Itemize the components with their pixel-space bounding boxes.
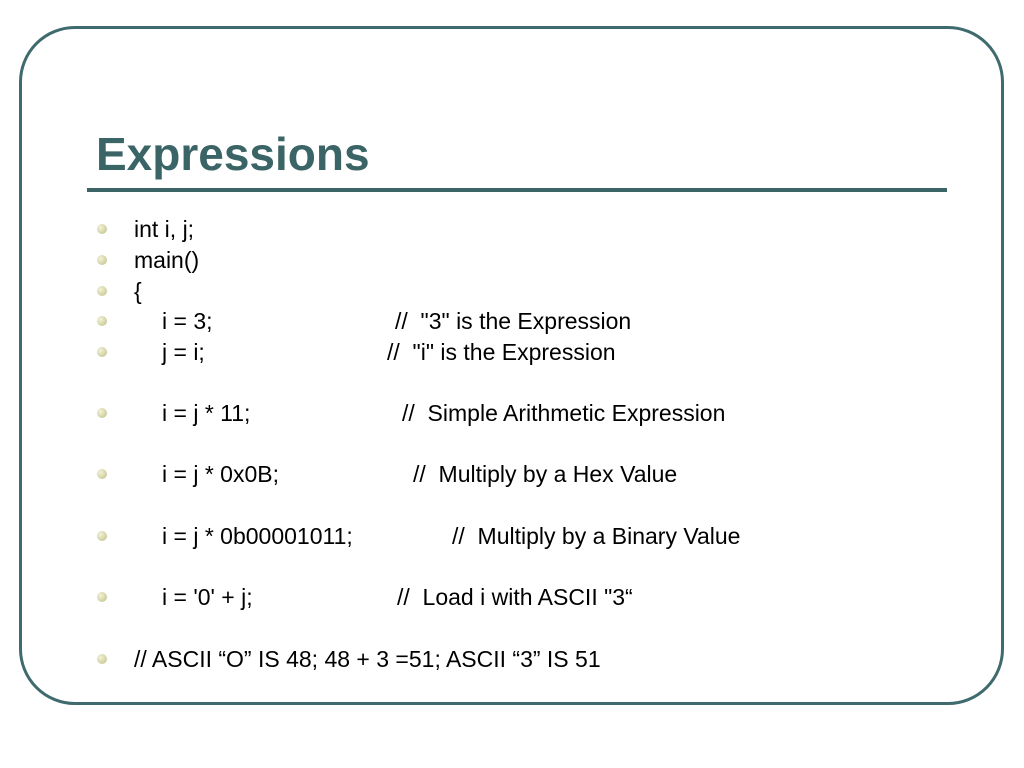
bullet-item [97, 306, 957, 336]
bullet-item [97, 398, 957, 428]
bullet-item [97, 459, 957, 489]
bullet-icon [97, 654, 107, 664]
code-text: i = 3; [162, 308, 213, 334]
bullet-item [97, 582, 957, 612]
code-text: int i, j; [134, 216, 195, 242]
code-text: main() [134, 247, 200, 273]
bullet-icon [97, 347, 107, 357]
comment-text: // Multiply by a Hex Value [413, 461, 678, 487]
comment-text: // "i" is the Expression [387, 339, 616, 365]
comment-text: // Multiply by a Binary Value [452, 523, 741, 549]
bullet-item [97, 644, 957, 674]
bullet-item [97, 214, 957, 244]
comment-text: // "3" is the Expression [395, 308, 632, 334]
comment-text: // Load i with ASCII "3“ [397, 584, 633, 610]
bullet-item [97, 276, 957, 306]
comment-text: // Simple Arithmetic Expression [402, 400, 726, 426]
bullet-icon [97, 316, 107, 326]
bullet-item [97, 245, 957, 275]
bullet-icon [97, 224, 107, 234]
bullet-item [97, 337, 957, 367]
bullet-item [97, 521, 957, 551]
bullet-icon [97, 408, 107, 418]
slide-title: Expressions [96, 128, 370, 180]
bullet-icon [97, 286, 107, 296]
code-text: // ASCII “O” IS 48; 48 + 3 =51; ASCII “3” IS 51 [134, 646, 601, 672]
bullet-icon [97, 469, 107, 479]
code-text: i = j * 0x0B; [162, 461, 279, 487]
code-text: j = i; [162, 339, 205, 365]
bullet-icon [97, 255, 107, 265]
bullet-icon [97, 531, 107, 541]
bullet-icon [97, 592, 107, 602]
code-text: i = '0' + j; [162, 584, 253, 610]
code-text: { [134, 278, 142, 304]
code-text: i = j * 0b00001011; [162, 523, 353, 549]
code-text: i = j * 11; [162, 400, 251, 426]
title-underline [87, 188, 947, 192]
